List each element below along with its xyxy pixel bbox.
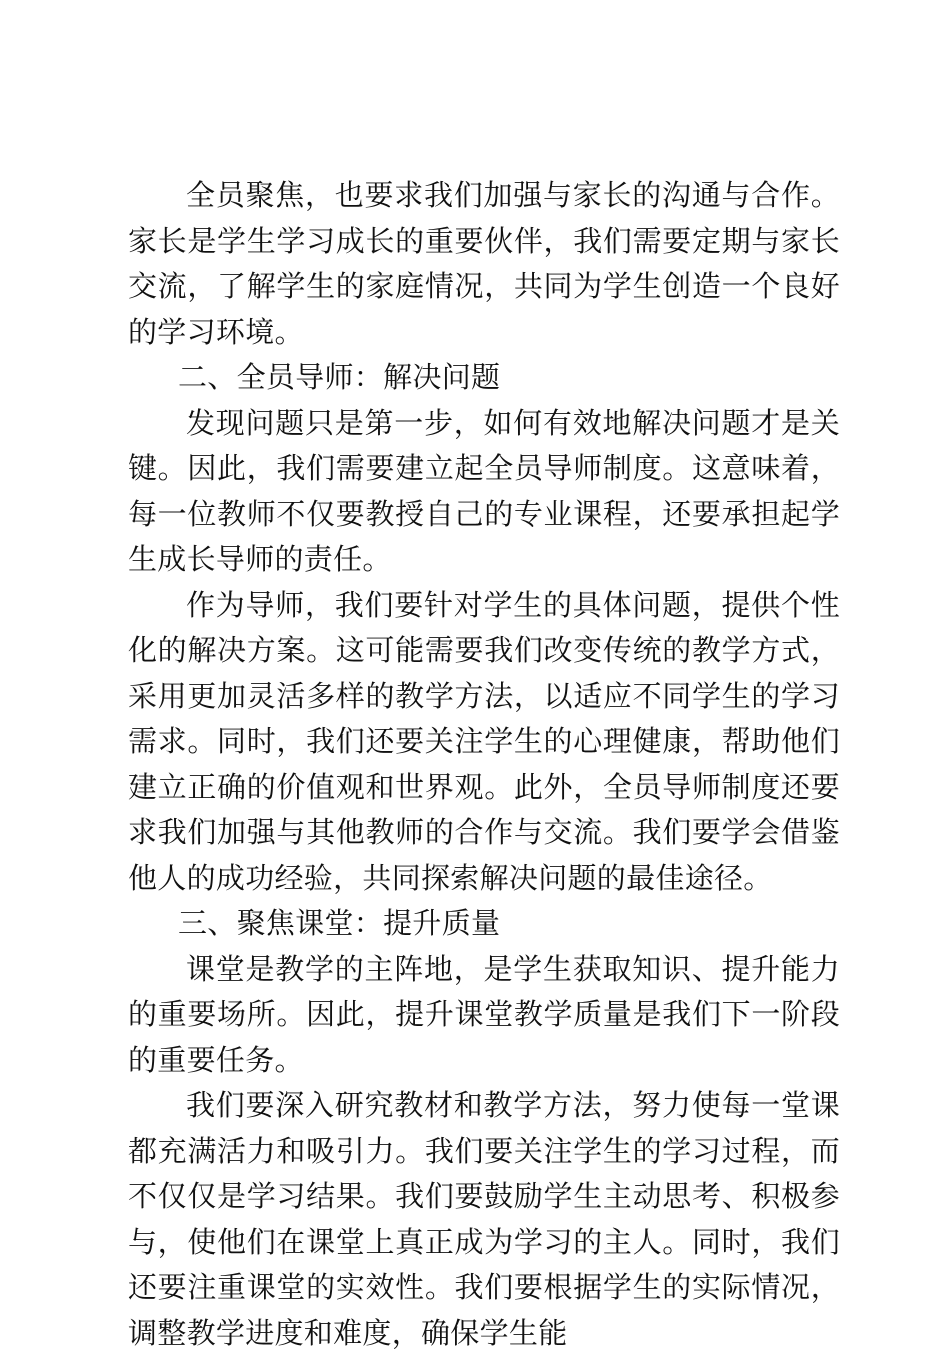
paragraph-parent-communication: 全员聚焦，也要求我们加强与家长的沟通与合作。家长是学生学习成长的重要伙伴，我们需要定期与家长交流，了解学生的家庭情况，共同为学生创造一个良好的学习环境。 [128,178,840,349]
section-heading-mentor: 二、全员导师：解决问题 [178,360,501,394]
section-heading-classroom: 三、聚焦课堂：提升质量 [178,906,501,940]
document-body [128,173,840,1356]
paragraph-classroom-methods: 我们要深入研究教材和教学方法，努力使每一堂课都充满活力和吸引力。我们要关注学生的学习过程，而不仅仅是学习结果。我们要鼓励学生主动思考、积极参与，使他们在课堂上真正成为学习的主人。同时，我们还要注重课堂的实效性。我们要根据学生的实际情况，调整教学进度和难度，确保学生能 [128,1088,840,1350]
paragraph-classroom-importance: 课堂是教学的主阵地，是学生获取知识、提升能力的重要场所。因此，提升课堂教学质量是我们下一阶段的重要任务。 [128,951,840,1077]
paragraph-mentor-role: 作为导师，我们要针对学生的具体问题，提供个性化的解决方案。这可能需要我们改变传统的教学方式，采用更加灵活多样的教学方法，以适应不同学生的学习需求。同时，我们还要关注学生的心理健康，帮助他们建立正确的价值观和世界观。此外，全员导师制度还要求我们加强与其他教师的合作与交流。我们要学会借鉴他人的成功经验，共同探索解决问题的最佳途径。 [128,587,840,895]
paragraph-mentor-system: 发现问题只是第一步，如何有效地解决问题才是关键。因此，我们需要建立起全员导师制度。这意味着，每一位教师不仅要教授自己的专业课程，还要承担起学生成长导师的责任。 [128,405,840,576]
